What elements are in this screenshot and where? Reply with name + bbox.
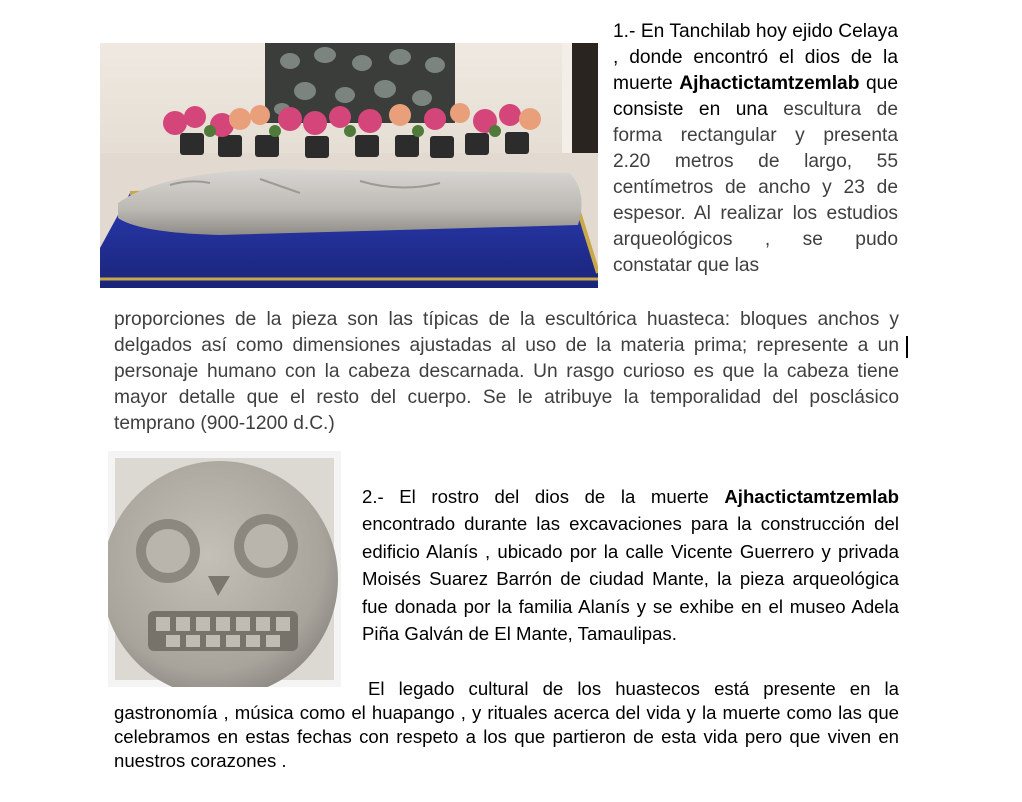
section1-intro: 1.- En Tanchilab hoy ejido Celaya , donde encontró el dios de la muerte xyxy=(613,21,898,94)
skull-face-illustration xyxy=(108,451,341,687)
sculpture-photo xyxy=(100,43,598,288)
section1-side-body: escultura de forma rectangular y presenta 2.20 metros de largo, 55 centímetros de ancho y 23 de espesor. Al realizar los estudios arqueológicos , se pudo constatar que las xyxy=(613,99,898,276)
sculpture-illustration xyxy=(100,43,598,288)
section3-paragraph xyxy=(114,677,899,773)
section1-intro-cont: que consiste en una xyxy=(613,73,898,120)
section1-full-paragraph: proporciones de la pieza son las típicas de la escultórica huasteca: bloques anchos y delgados así como dimensiones ajustadas al uso de la materia prima; represente a un personaje humano con la cabeza descarnada. Un rasgo curioso es que la cabeza tiene mayor detalle que el resto del cuerpo. Se le atribuye la temporalidad del posclásico temprano (900-1200 d.C.) xyxy=(114,309,899,434)
section3-text: El legado cultural de los huastecos está presente en la gastronomía , música como el huapango , y rituales acerca del vida y la muerte como las que celebramos en estas fechas con respeto a los que partieron de esta vida pero que viven en nuestros corazones . xyxy=(114,678,899,771)
section2-lead: 2.- El rostro del dios de la muerte xyxy=(362,486,725,507)
section2-paragraph xyxy=(362,483,899,647)
section2-body: encontrado durante las excavaciones para la construcción del edificio Alanís , ubicado por la calle Vicente Guerrero y privada Moisés Suarez Barrón de ciudad Mante, la pieza arqueológica fue donada por la familia Alanís y se exhibe en el museo Adela Piña Galván de El Mante, Tamaulipas. xyxy=(362,513,899,645)
god-name-2: Ajhactictamtzemlab xyxy=(724,486,899,507)
skull-face-photo xyxy=(108,451,341,687)
section1-side-paragraph xyxy=(613,19,898,279)
god-name-1: Ajhactictamtzemlab xyxy=(679,73,860,94)
text-cursor xyxy=(906,336,908,358)
